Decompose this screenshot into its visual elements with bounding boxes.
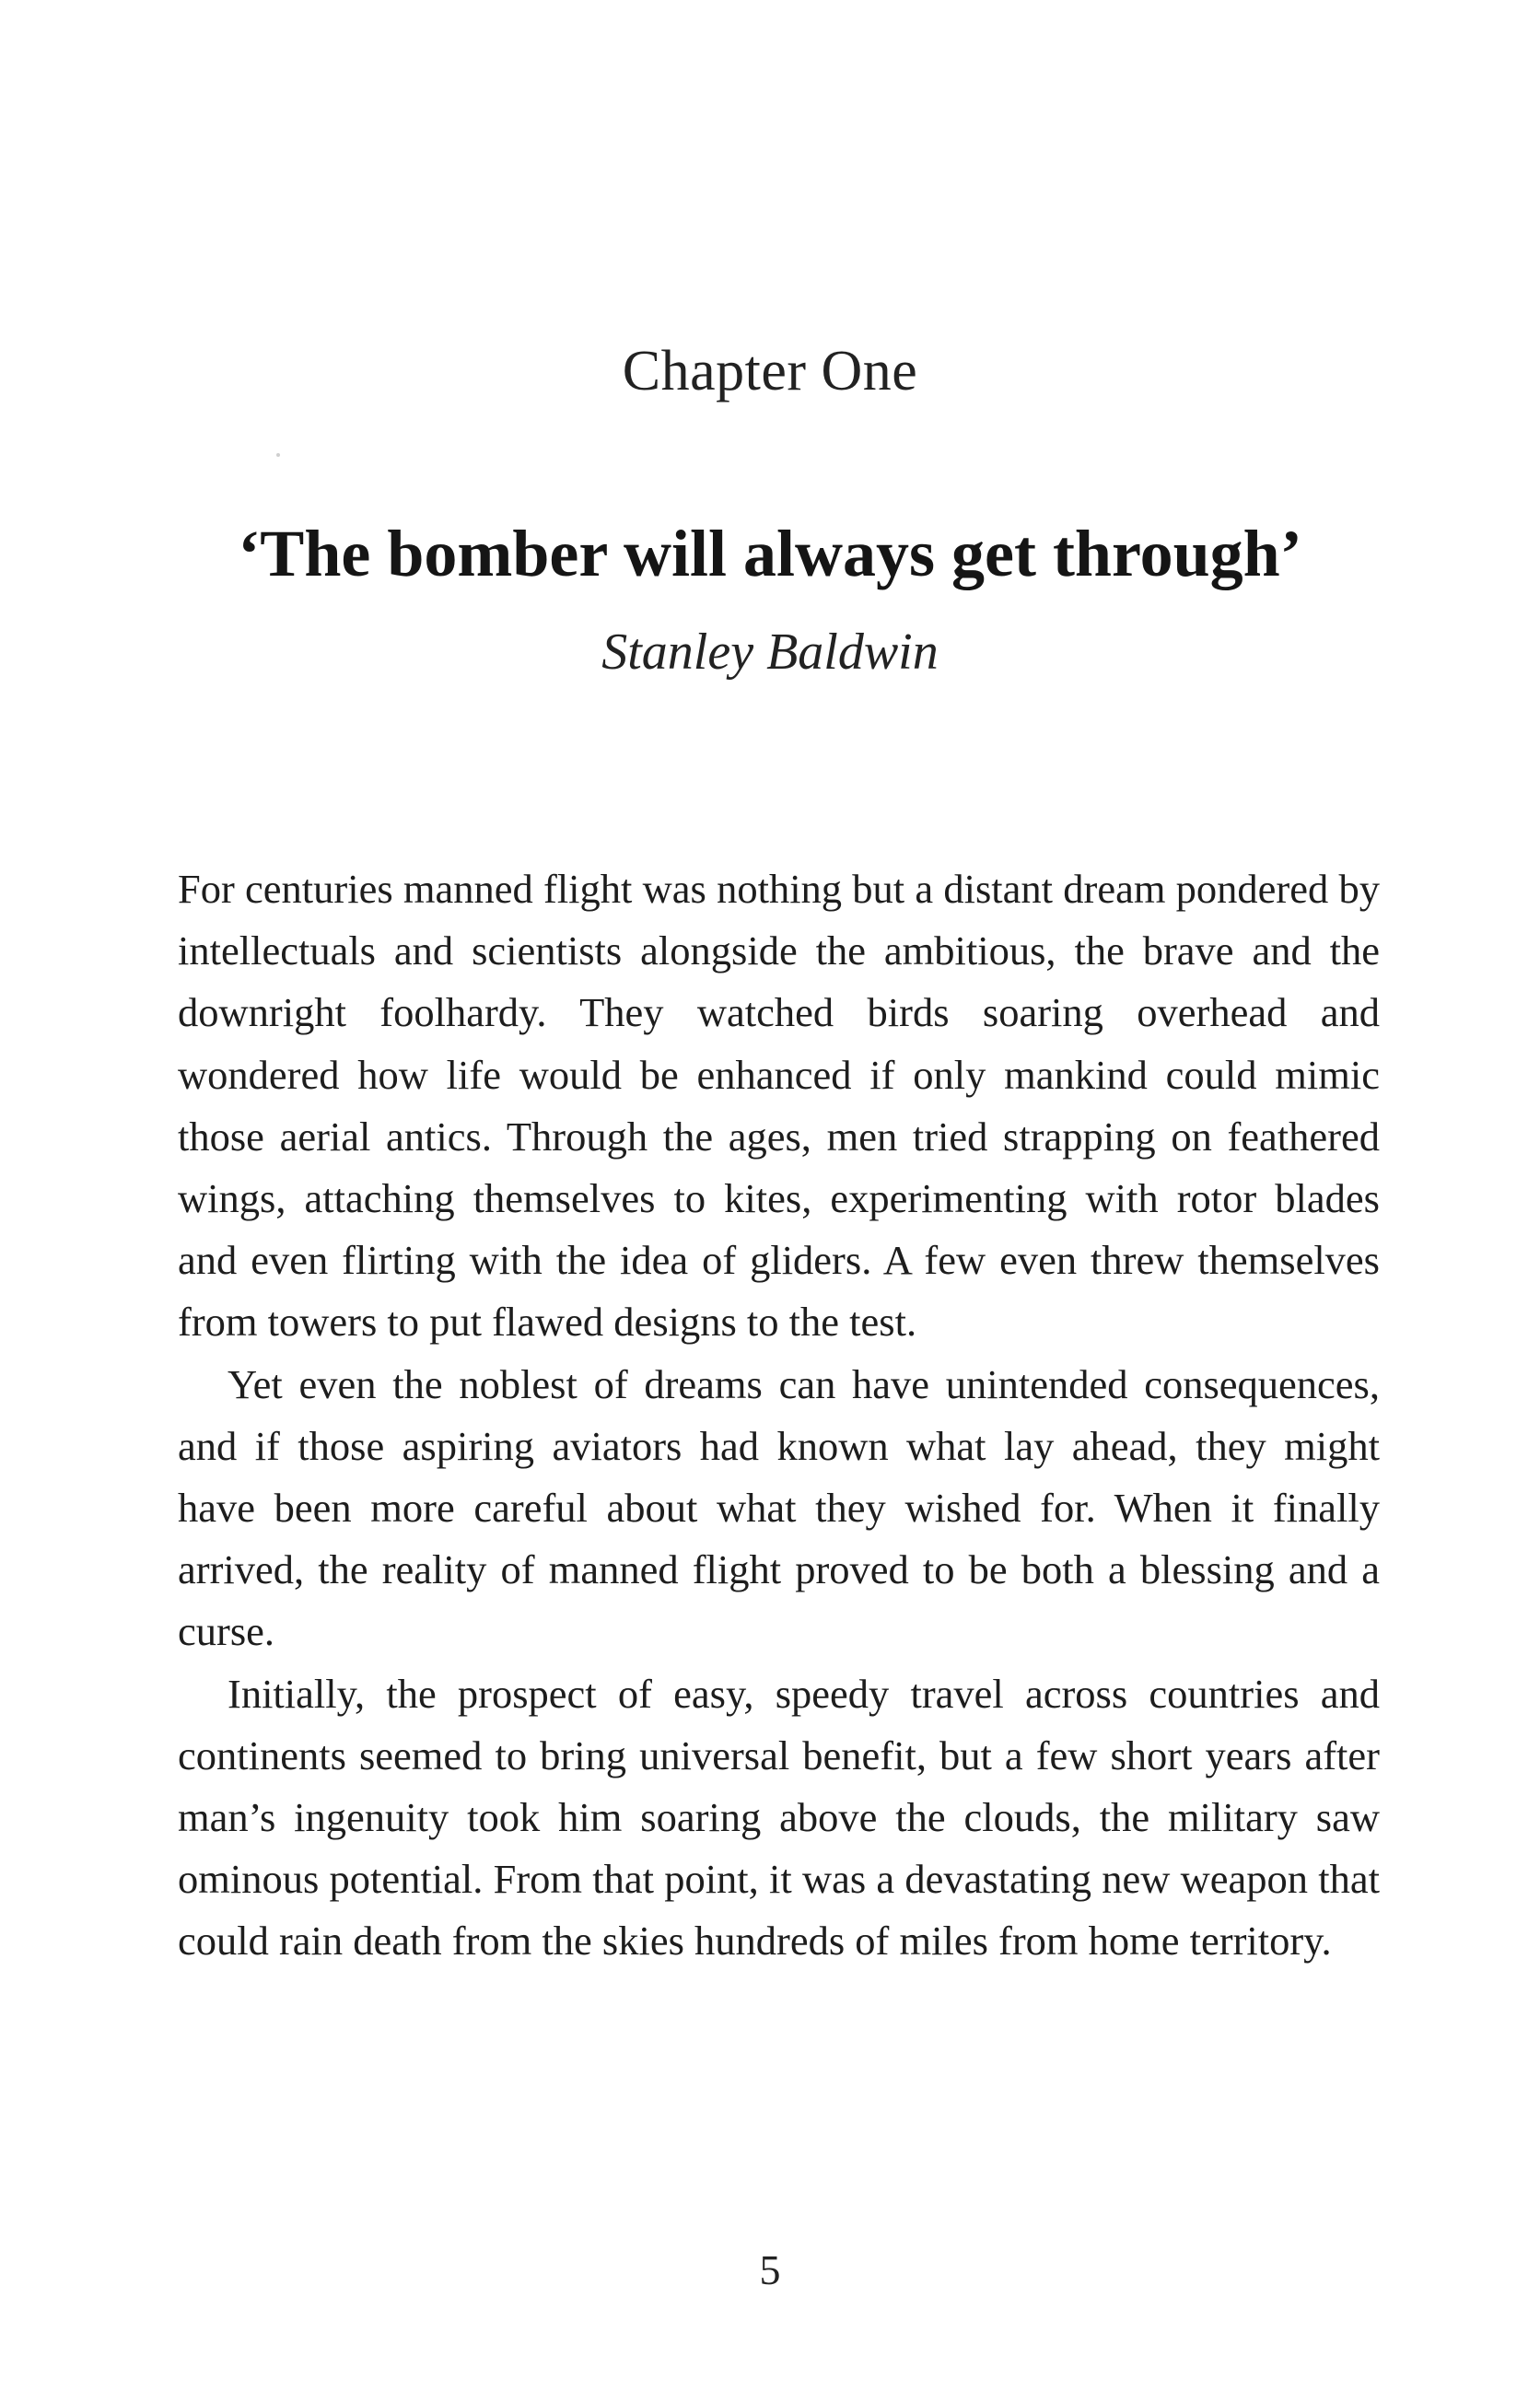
page-number: 5 [759,2246,781,2293]
paragraph: For centuries manned flight was nothing but a distant dream pondered by intellectuals and scientists alongside the ambitious, the brave and the downright foolhardy. They watched birds soaring overhead and wondered how life would be enhanced if only mankind could mimic those aerial antics. Through the ages, men tried strapping on feathered wings, attaching themselves to kites, experimenting with rotor blades and even flirting with the idea of gliders. A few even threw themselves from towers to put flawed designs to the test. [178,866,1380,1346]
chapter-title: ‘The bomber will always get through’ [238,517,1302,590]
paragraph: Initially, the prospect of easy, speedy travel across countries and continents seemed to bring universal benefit, but a few short years after man’s ingenuity took him soaring above the clouds, the military saw ominous potential. From that point, it was a devastating new weapon that could rain death from the skies hundreds of miles from home territory. [178,1670,1380,1965]
chapter-label: Chapter One [622,340,918,402]
body-text [178,858,1380,1973]
chapter-attribution: Stanley Baldwin [601,624,939,681]
paragraph: Yet even the noblest of dreams can have unintended consequences, and if those aspiring aviators had known what lay ahead, they might have been more careful about what they wished for. When it finally arrived, the reality of manned flight proved to be both a blessing and a curse. [178,1360,1380,1655]
scan-speck [276,453,280,457]
